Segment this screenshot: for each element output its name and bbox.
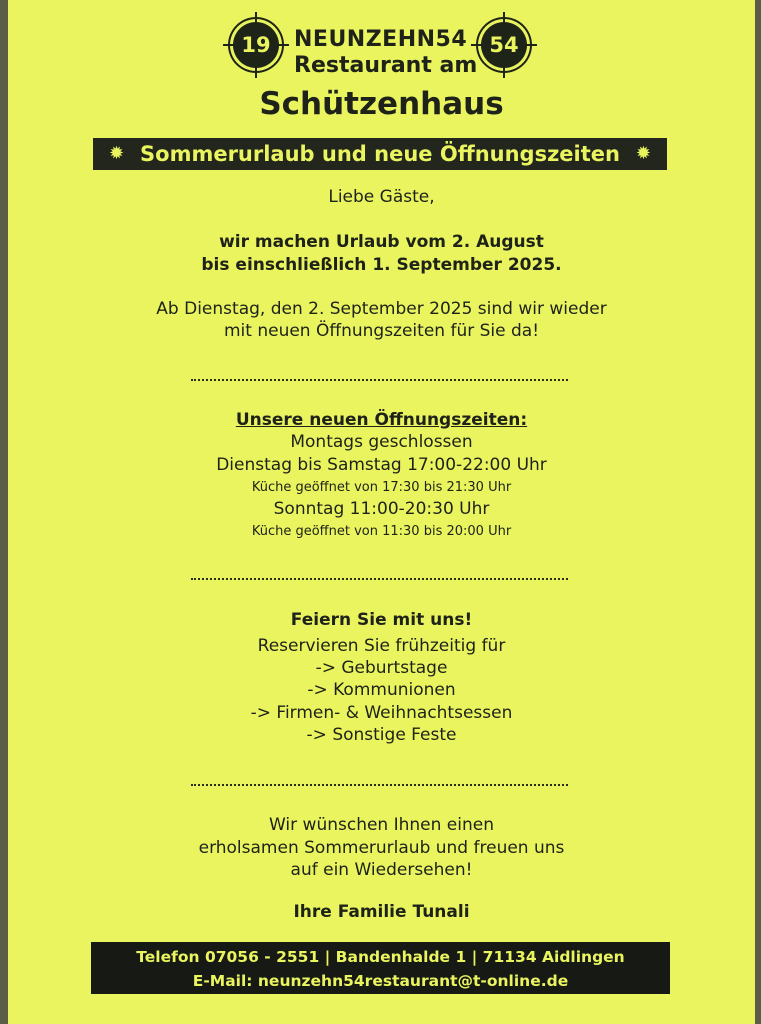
badge-left-number: 19	[241, 33, 271, 57]
hours-monday: Montags geschlossen	[290, 432, 473, 452]
hours-weekdays: Dienstag bis Samstag 17:00-22:00 Uhr	[216, 455, 547, 475]
title-banner	[93, 138, 667, 170]
badge-54-icon	[481, 22, 527, 68]
dotted-divider	[191, 578, 568, 580]
celebrate-intro: Reservieren Sie frühzeitig für	[257, 636, 506, 656]
flyer-paper	[8, 0, 755, 1024]
hours-heading: Unsere neuen Öffnungszeiten:	[235, 410, 528, 430]
celebrate-item: -> Sonstige Feste	[306, 725, 457, 745]
brand-location: Schützenhaus	[259, 86, 504, 122]
badge-right-number: 54	[489, 33, 519, 57]
celebrate-item: -> Kommunionen	[307, 680, 456, 700]
celebrate-heading: Feiern Sie mit uns!	[290, 610, 473, 630]
brand-subtitle: Restaurant am	[294, 53, 478, 78]
celebrate-item: -> Geburtstage	[315, 658, 448, 678]
reopen-line-1: Ab Dienstag, den 2. September 2025 sind wir wieder	[156, 299, 607, 319]
contact-phone-address: Telefon 07056 - 2551 | Bandenhalde 1 | 71134 Aidlingen	[136, 948, 625, 966]
sun-icon: ✹	[109, 143, 125, 164]
brand-name: NEUNZEHN54	[294, 27, 468, 52]
closing-line-1: Wir wünschen Ihnen einen	[268, 815, 494, 835]
hours-weekdays-kitchen: Küche geöffnet von 17:30 bis 21:30 Uhr	[251, 480, 512, 495]
vacation-line-1: wir machen Urlaub vom 2. August	[219, 232, 544, 252]
greeting: Liebe Gäste,	[328, 187, 435, 207]
vacation-line-2: bis einschließlich 1. September 2025.	[201, 255, 562, 275]
banner-title: Sommerurlaub und neue Öffnungszeiten	[140, 142, 620, 166]
hours-sunday: Sonntag 11:00-20:30 Uhr	[273, 499, 490, 519]
contact-footer	[91, 942, 670, 994]
badge-19-icon	[233, 22, 279, 68]
signature: Ihre Familie Tunali	[293, 902, 470, 922]
hours-sunday-kitchen: Küche geöffnet von 11:30 bis 20:00 Uhr	[251, 524, 512, 539]
sun-icon: ✹	[635, 143, 651, 164]
contact-email[interactable]: E-Mail: neunzehn54restaurant@t-online.de	[192, 972, 569, 990]
reopen-line-2: mit neuen Öffnungszeiten für Sie da!	[223, 321, 540, 341]
celebrate-item: -> Firmen- & Weihnachtsessen	[250, 703, 513, 723]
dotted-divider	[191, 379, 568, 381]
dotted-divider	[191, 784, 568, 786]
closing-line-2: erholsamen Sommerurlaub und freuen uns	[198, 838, 565, 858]
closing-line-3: auf ein Wiedersehen!	[290, 860, 473, 880]
